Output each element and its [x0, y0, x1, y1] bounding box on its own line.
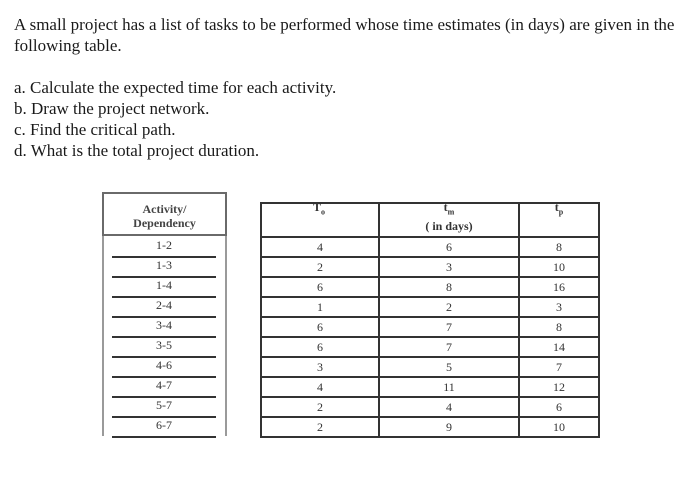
activity-cell: 4-7	[112, 376, 216, 398]
tm-header-sub: m	[447, 207, 455, 217]
tm-cell: 2	[446, 300, 452, 314]
time-estimates-table	[100, 188, 600, 440]
to-cell: 2	[317, 420, 323, 434]
question-part-c: c. Find the critical path.	[14, 120, 176, 139]
tm-cell: 8	[446, 280, 452, 294]
tp-cell: 8	[556, 240, 562, 254]
tp-cell: 7	[556, 360, 562, 374]
tm-cell: 11	[443, 380, 455, 394]
activity-cell: 6-7	[112, 416, 216, 438]
to-cell: 6	[317, 340, 323, 354]
activity-cell: 4-6	[112, 356, 216, 378]
activity-cell: 2-4	[112, 296, 216, 318]
tp-cell: 10	[553, 420, 565, 434]
tm-cell: 6	[446, 240, 452, 254]
question-part-d: d. What is the total project duration.	[14, 141, 260, 160]
tp-cell: 10	[553, 260, 565, 274]
tm-cell: 4	[446, 400, 452, 414]
question-text	[14, 14, 690, 161]
to-cell: 6	[317, 280, 323, 294]
tp-cell: 8	[556, 320, 562, 334]
activity-cell: 3-5	[112, 336, 216, 358]
to-cell: 4	[317, 380, 323, 394]
tm-header	[380, 200, 518, 233]
to-cell: 2	[317, 400, 323, 414]
tp-cell: 14	[553, 340, 565, 354]
tp-cell: 3	[556, 300, 562, 314]
tm-cell: 3	[446, 260, 452, 274]
activity-cell: 1-3	[112, 256, 216, 278]
estimates-grid	[260, 188, 600, 440]
question-part-b: b. Draw the project network.	[14, 99, 210, 118]
tp-cell: 6	[556, 400, 562, 414]
tp-cell: 12	[553, 380, 565, 394]
activity-column	[102, 236, 227, 436]
tm-header-text: t	[443, 200, 448, 214]
question-part-a: a. Calculate the expected time for each activity.	[14, 78, 337, 97]
tp-cell: 16	[553, 280, 565, 294]
activity-cell: 3-4	[112, 316, 216, 338]
question-intro: A small project has a list of tasks to be performed whose time estimates (in days) are given in the following table.	[14, 15, 675, 55]
tm-header-note: ( in days)	[425, 219, 473, 234]
to-header-text: T	[312, 200, 321, 214]
tp-header	[520, 200, 598, 219]
tm-cell: 5	[446, 360, 452, 374]
to-cell: 2	[317, 260, 323, 274]
to-header	[260, 200, 378, 219]
to-cell: 6	[317, 320, 323, 334]
tp-header-text: t	[554, 200, 559, 214]
to-cell: 3	[317, 360, 323, 374]
to-header-sub: o	[321, 207, 325, 217]
tp-header-sub: p	[558, 207, 564, 217]
tm-cell: 9	[446, 420, 452, 434]
activity-header	[102, 192, 227, 236]
to-cell: 4	[317, 240, 323, 254]
activity-header-line2: Dependency	[133, 216, 196, 230]
tm-cell: 7	[446, 320, 452, 334]
activity-header-line1: Activity/	[142, 202, 187, 216]
activity-cell: 5-7	[112, 396, 216, 418]
activity-cell: 1-4	[112, 276, 216, 298]
to-cell: 1	[317, 300, 323, 314]
activity-cell: 1-2	[112, 236, 216, 258]
tm-cell: 7	[446, 340, 452, 354]
